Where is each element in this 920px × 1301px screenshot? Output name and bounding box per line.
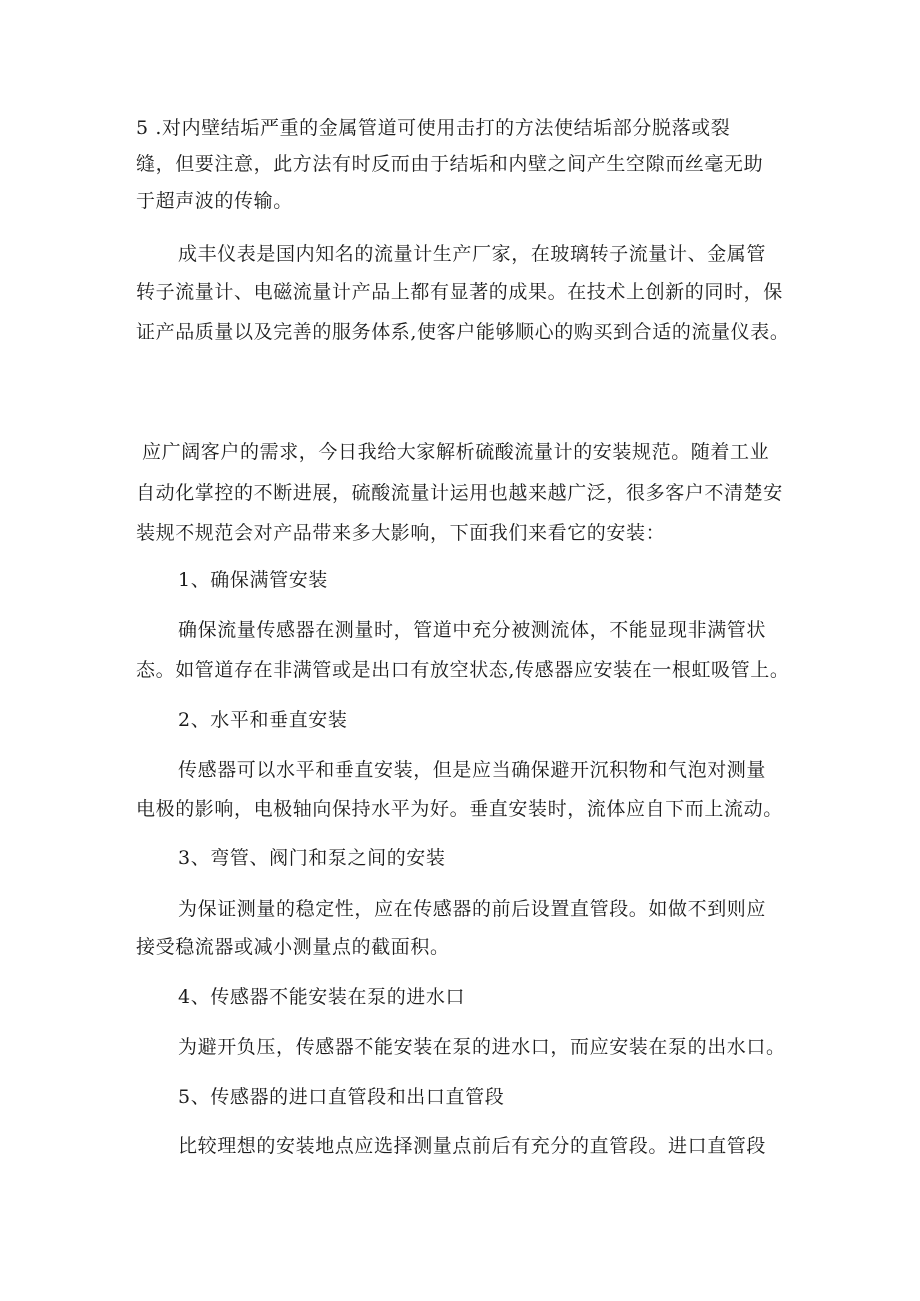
text-line: 为避开负压，传感器不能安装在泵的进水口，而应安装在泵的出水口。 [178, 1036, 786, 1058]
section-5-heading: 5、传感器的进口直管段和出口直管段 [178, 1086, 505, 1108]
text-line: 应广阔客户的需求，今日我给大家解析硫酸流量计的安装规范。随着工业 [142, 441, 770, 463]
section-3-heading: 3、弯管、阀门和泵之间的安装 [178, 847, 446, 869]
text-line: 电极的影响，电极轴向保持水平为好。垂直安装时，流体应自下而上流动。 [136, 798, 783, 820]
text-line: 转子流量计、电磁流量计产品上都有显著的成果。在技术上创新的同时，保 [136, 281, 783, 303]
text-line: 为保证测量的稳定性，应在传感器的前后设置直管段。如做不到则应 [178, 898, 767, 920]
text-line: 5 .对内壁结垢严重的金属管道可使用击打的方法使结垢部分脱落或裂 [136, 117, 731, 139]
text-line: 缝，但要注意，此方法有时反而由于结垢和内壁之间产生空隙而丝毫无助 [136, 153, 764, 175]
text-line: 自动化掌控的不断进展，硫酸流量计运用也越来越广泛，很多客户不清楚安 [136, 482, 783, 504]
text-line: 传感器可以水平和垂直安装，但是应当确保避开沉积物和气泡对测量 [178, 759, 767, 781]
text-line: 接受稳流器或减小测量点的截面积。 [136, 936, 450, 958]
text-line: 确保流量传感器在测量时，管道中充分被测流体，不能显现非满管状 [178, 619, 767, 641]
section-2-heading: 2、水平和垂直安装 [178, 709, 348, 731]
text-line: 证产品质量以及完善的服务体系,使客户能够顺心的购买到合适的流量仪表。 [136, 321, 790, 343]
text-line: 比较理想的安装地点应选择测量点前后有充分的直管段。进口直管段 [178, 1135, 767, 1157]
text-line: 于超声波的传输。 [136, 190, 293, 212]
section-4-heading: 4、传感器不能安装在泵的进水口 [178, 986, 466, 1008]
text-line: 成丰仪表是国内知名的流量计生产厂家，在玻璃转子流量计、金属管 [178, 243, 767, 265]
text-line: 装规不规范会对产品带来多大影响，下面我们来看它的安装： [136, 522, 666, 544]
text-line: 态。如管道存在非满管或是出口有放空状态,传感器应安装在一根虹吸管上。 [136, 659, 790, 681]
section-1-heading: 1、确保满管安装 [178, 569, 328, 591]
